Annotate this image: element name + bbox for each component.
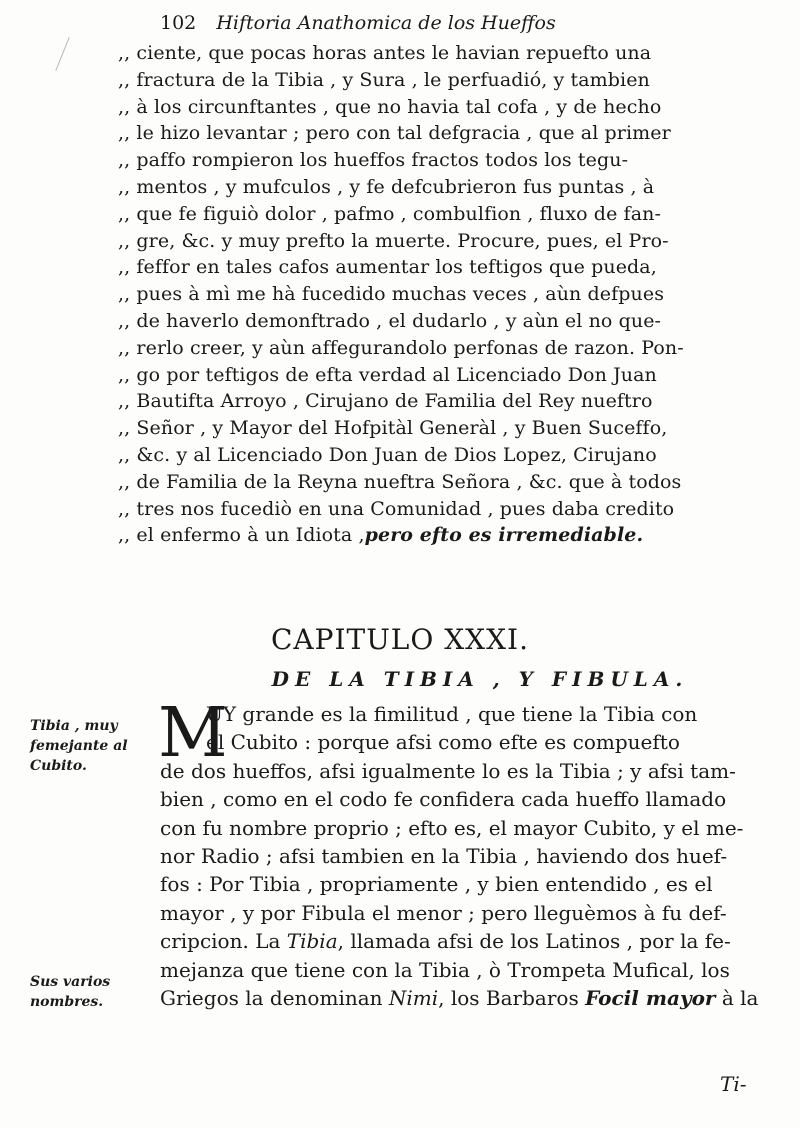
body-line: el Cubito : porque afsi como efte es compuefto	[206, 730, 680, 755]
body-line: con fu nombre proprio ; efto es, el mayor Cubito, y el me-	[160, 815, 744, 840]
body-text: à la	[715, 986, 759, 1011]
body-line: bien , como en el codo fe confidera cada hueffo llamado	[160, 787, 727, 812]
quote-line: ,, gre, &c. y muy prefto la muerte. Procure, pues, el Pro-	[118, 229, 669, 252]
quoted-passage	[118, 40, 778, 549]
quote-line: ,, go por teftigos de efta verdad al Licenciado Don Juan	[118, 363, 657, 386]
quote-line: ,, &c. y al Licenciado Don Juan de Dios Lopez, Cirujano	[118, 443, 657, 466]
quote-line: ,, de Familia de la Reyna nueftra Señora , &c. que à todos	[118, 470, 682, 493]
body-text: , los Barbaros	[438, 986, 586, 1011]
quote-line: ,, paffo rompieron los hueffos fractos todos los tegu-	[118, 149, 629, 172]
quote-line: ,, rerlo creer, y aùn affegurandolo perfonas de razon. Pon-	[118, 336, 684, 359]
quote-line: ,, feffor en tales cafos aumentar los teftigos que pueda,	[118, 256, 657, 279]
chapter-body	[158, 694, 780, 1012]
body-italic: Tibia	[286, 929, 338, 954]
body-line	[160, 927, 780, 955]
catchword: Ti-	[720, 1072, 747, 1096]
quote-line: ,, le hizo levantar ; pero con tal defgracia , que al primer	[118, 122, 671, 145]
body-line: de dos hueffos, afsi igualmente lo es la Tibia ; y afsi tam-	[160, 758, 736, 783]
margin-note-line: Cubito.	[30, 758, 87, 774]
quote-line: ,, ciente, que pocas horas antes le havian repuefto una	[118, 42, 652, 64]
quote-line: ,, pues à mì me hà fucedido muchas veces , aùn defpues	[118, 283, 665, 306]
quote-last-italic: pero efto es irremediable.	[364, 524, 644, 547]
quote-line: ,, fractura de la Tibia , y Sura , le perfuadió, y tambien	[118, 68, 650, 91]
margin-note-tibia	[30, 716, 128, 776]
chapter-heading: CAPITULO XXXI.	[270, 623, 530, 656]
body-line: mayor , y por Fibula el menor ; pero lleguèmos à fu def-	[160, 900, 727, 925]
page-header	[160, 12, 760, 34]
drop-cap: M	[158, 694, 228, 773]
quote-line: ,, de haverlo demonftrado , el dudarlo , y aùn el no que-	[118, 309, 662, 332]
quote-line: ,, mentos , y mufculos , y fe defcubrieron fus puntas , à	[118, 175, 655, 198]
quote-last-prefix: ,, el enfermo à un Idiota ,	[118, 524, 365, 547]
quote-line: ,, Bautifta Arroyo , Cirujano de Familia del Rey nueftro	[118, 390, 653, 413]
margin-note-line: nombres.	[30, 994, 104, 1010]
body-italic: Nimi	[388, 986, 439, 1011]
quote-line: ,, tres nos fucediò en una Comunidad , pues daba credito	[118, 497, 675, 520]
body-text: cripcion. La	[160, 929, 287, 954]
quote-line: ,, que fe figuiò dolor , pafmo , combulfion , fluxo de fan-	[118, 202, 661, 225]
body-line: mejanza que tiene con la Tibia , ò Trompeta Mufical, los	[160, 957, 730, 982]
body-line: nor Radio ; afsi tambien en la Tibia , haviendo dos huef-	[160, 844, 728, 869]
quote-line: ,, à los circunftantes , que no havia tal cofa , y de hecho	[118, 95, 662, 118]
body-line	[160, 984, 780, 1012]
body-line: UY grande es la fimilitud , que tiene la Tibia con	[206, 702, 698, 726]
body-italic: Focil mayor	[585, 986, 716, 1011]
chapter-subtitle: DE LA TIBIA , Y FIBULA.	[271, 667, 689, 691]
page-number: 102	[160, 12, 197, 34]
margin-pencil-mark	[55, 37, 69, 71]
margin-note-nombres	[30, 972, 110, 1012]
body-text: , llamada afsi de los Latinos , por la fe-	[337, 929, 731, 954]
running-title: Hiftoria Anathomica de los Hueffos	[216, 12, 556, 34]
margin-note-line: femejante al	[30, 738, 128, 754]
margin-note-line: Tibia , muy	[30, 718, 118, 734]
body-text: Griegos la denominan	[160, 986, 389, 1011]
quote-last-line	[118, 522, 778, 549]
quote-line: ,, Señor , y Mayor del Hofpitàl Generàl , y Buen Suceffo,	[118, 417, 668, 440]
body-line: fos : Por Tibia , propriamente , y bien entendido , es el	[160, 872, 713, 897]
margin-note-line: Sus varios	[30, 974, 111, 990]
